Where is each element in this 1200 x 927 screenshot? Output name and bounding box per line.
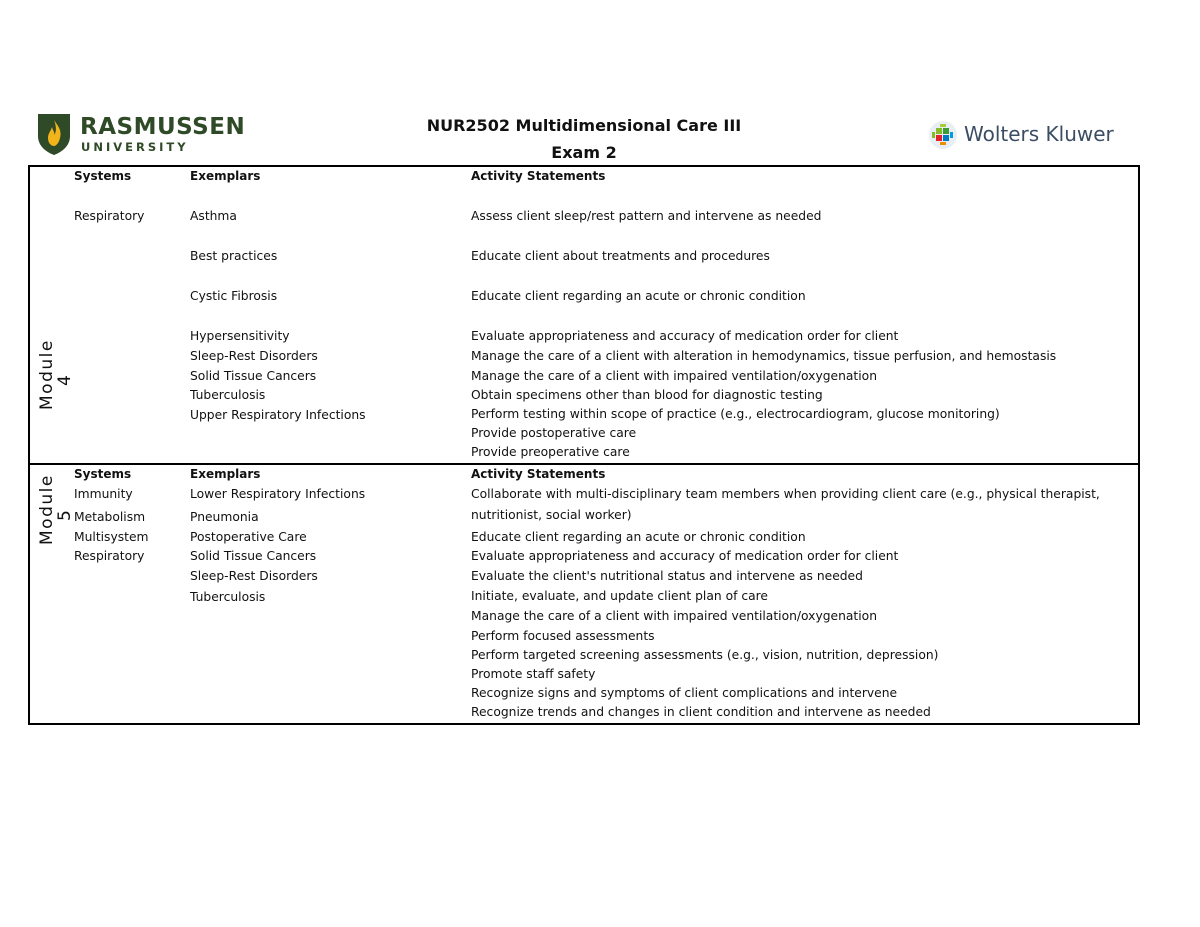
module-4-label-line2: 4 <box>55 373 75 386</box>
system-item: Respiratory <box>74 209 145 223</box>
activity-item: Recognize trends and changes in client condition and intervene as needed <box>471 705 931 719</box>
activity-item: Evaluate appropriateness and accuracy of medication order for client <box>471 549 899 563</box>
activity-item: Perform focused assessments <box>471 629 655 643</box>
wolters-kluwer-mosaic-icon <box>928 120 958 150</box>
activity-item: nutritionist, social worker) <box>471 508 632 522</box>
activity-item: Perform testing within scope of practice (e.g., electrocardiogram, glucose monitoring) <box>471 407 1000 421</box>
activity-item: Provide postoperative care <box>471 426 637 440</box>
activity-item: Perform targeted screening assessments (e.g., vision, nutrition, depression) <box>471 648 939 662</box>
exemplar-item: Asthma <box>190 209 237 223</box>
activity-item: Promote staff safety <box>471 667 596 681</box>
exemplar-item: Sleep-Rest Disorders <box>190 349 318 363</box>
rasmussen-logo <box>36 112 246 158</box>
module-4-label <box>38 339 74 410</box>
activity-item: Obtain specimens other than blood for diagnostic testing <box>471 388 823 402</box>
exemplar-item: Solid Tissue Cancers <box>190 549 317 563</box>
module-5-label <box>38 474 74 545</box>
activity-item: Educate client regarding an acute or chronic condition <box>471 530 806 544</box>
page-subtitle: Exam 2 <box>551 143 617 162</box>
activity-item: Assess client sleep/rest pattern and intervene as needed <box>471 209 822 223</box>
column-header-systems: Systems <box>74 467 132 481</box>
module-5-label-line2: 5 <box>55 508 75 521</box>
system-item: Immunity <box>74 487 133 501</box>
system-item: Multisystem <box>74 530 149 544</box>
system-item: Respiratory <box>74 549 145 563</box>
activity-item: Educate client about treatments and procedures <box>471 249 770 263</box>
activity-item: Manage the care of a client with impaired ventilation/oxygenation <box>471 609 877 623</box>
activity-item: Provide preoperative care <box>471 445 630 459</box>
module-5-label-line1: Module <box>37 474 57 545</box>
exemplar-item: Sleep-Rest Disorders <box>190 569 318 583</box>
page-title: NUR2502 Multidimensional Care III <box>426 116 742 135</box>
module-4-label-line1: Module <box>37 339 57 410</box>
column-header-exemplars: Exemplars <box>190 467 261 481</box>
exemplar-item: Upper Respiratory Infections <box>190 408 366 422</box>
exemplar-item: Tuberculosis <box>190 590 266 604</box>
activity-item: Evaluate appropriateness and accuracy of medication order for client <box>471 329 899 343</box>
column-header-systems: Systems <box>74 169 132 183</box>
activity-item: Educate client regarding an acute or chronic condition <box>471 289 806 303</box>
column-header-activity: Activity Statements <box>471 467 606 481</box>
activity-item: Manage the care of a client with impaired ventilation/oxygenation <box>471 369 877 383</box>
system-item: Metabolism <box>74 510 146 524</box>
flame-shield-icon <box>36 112 72 156</box>
exemplar-item: Lower Respiratory Infections <box>190 487 366 501</box>
activity-item: Collaborate with multi-disciplinary team members when providing client care (e.g., physical therapist, <box>471 487 1100 501</box>
exemplar-item: Solid Tissue Cancers <box>190 369 317 383</box>
exemplar-item: Postoperative Care <box>190 530 307 544</box>
rasmussen-sub: UNIVERSITY <box>81 140 189 154</box>
exemplar-item: Tuberculosis <box>190 388 266 402</box>
exemplar-item: Hypersensitivity <box>190 329 290 343</box>
column-header-exemplars: Exemplars <box>190 169 261 183</box>
activity-item: Recognize signs and symptoms of client complications and intervene <box>471 686 898 700</box>
column-header-activity: Activity Statements <box>471 169 606 183</box>
activity-item: Manage the care of a client with alteration in hemodynamics, tissue perfusion, and hemostasis <box>471 349 1057 363</box>
exemplar-item: Pneumonia <box>190 510 259 524</box>
exemplar-item: Best practices <box>190 249 278 263</box>
activity-item: Initiate, evaluate, and update client plan of care <box>471 589 768 603</box>
exemplar-item: Cystic Fibrosis <box>190 289 278 303</box>
wolters-kluwer-logo <box>928 118 1128 152</box>
activity-item: Evaluate the client's nutritional status and intervene as needed <box>471 569 863 583</box>
wolters-kluwer-name: Wolters Kluwer <box>964 122 1114 146</box>
rasmussen-name: RASMUSSEN <box>80 114 246 140</box>
